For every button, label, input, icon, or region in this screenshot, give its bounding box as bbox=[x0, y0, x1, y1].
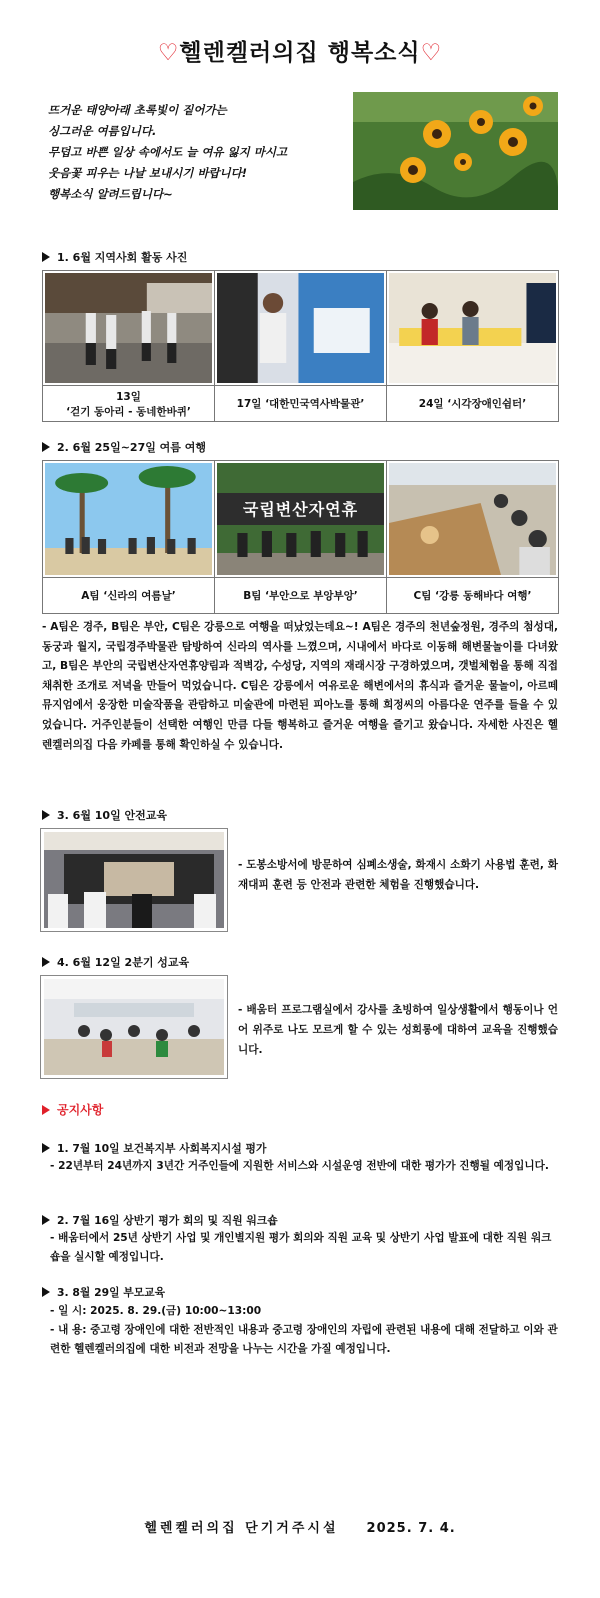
greeting-line: 무덥고 바쁜 일상 속에서도 늘 여유 잃지 마시고 bbox=[48, 145, 288, 159]
photo-cell bbox=[43, 461, 215, 578]
notice-item-body bbox=[50, 1302, 558, 1359]
notice-heading: 공지사항 bbox=[42, 1101, 103, 1118]
issue-date: 2025. 7. 4. bbox=[366, 1521, 456, 1536]
parent-education-content: - 내 용: 중고령 장애인에 대한 전반적인 내용과 중고령 장애인의 자립에 관련된 내용에 대해 전달하고 이와 관련한 헬렌켈러의집에 대한 비전과 전망을 나누는 시간을 가질 예정입니다. bbox=[50, 1324, 558, 1355]
trip-description: - A팀은 경주, B팀은 부안, C팀은 강릉으로 여행을 떠났었는데요~! A팀은 경주의 천년숲정원, 경주의 첨성대, 동궁과 월지, 국립경주박물관 탐방하여 신라의 역사를 느꼈으며, 시내에서 바다로 이동해 해변물놀이를 다녀왔고, B팀은 부안의 국립변산자연휴양림과 적벽강, 수성당, 지역의 재래시장 구경하였으며, 갯벌체험을 통해 직접 채취한 조개로 저녁을 만들어 먹었습니다. C팀은 강릉에서 여유로운 해변에서의 휴식과 즐거운 물놀이, 아르떼뮤지엄에서 웅장한 미술작품을 관람하고 미술관에 마련된 피아노를 통해 희정씨의 아름다운 연주를 들을 수 있었습니다. 거주인분들이 선택한 여행인 만큼 다들 행복하고 즐거운 여행을 즐기고 왔습니다. 자세한 사진은 헬렌켈러의집 다음 카페를 통해 확인하실 수 있습니다. bbox=[42, 621, 558, 751]
section-heading: 1. 6월 지역사회 활동 사진 bbox=[42, 249, 187, 265]
sex-education-text: - 배움터 프로그램실에서 강사를 초빙하여 일상생활에서 행동이나 언어 위주로 나도 모르게 할 수 있는 성희롱에 대하여 교육을 진행했습니다. bbox=[238, 1004, 558, 1056]
heart-icon: ♡ bbox=[157, 40, 180, 66]
triangle-bullet-icon bbox=[42, 1105, 50, 1115]
greeting-text bbox=[48, 100, 348, 205]
forest-sign-text: 국립변산자연휴 bbox=[242, 500, 359, 519]
triangle-bullet-icon bbox=[42, 1287, 50, 1297]
photo-cell bbox=[215, 461, 387, 578]
notice-item-body: - 배움터에서 25년 상반기 사업 및 개인별지원 평가 회의와 직원 교육 및 상반기 사업 발표에 대한 직원 워크숍을 실시할 예정입니다. bbox=[50, 1232, 552, 1263]
history-museum-photo bbox=[217, 273, 384, 383]
photo-cell bbox=[387, 461, 559, 578]
sunflower-photo bbox=[353, 92, 558, 210]
photo-caption: 13일 ‘걷기 동아리 - 동네한바퀴’ bbox=[43, 386, 215, 422]
section-heading: 4. 6월 12일 2분기 성교육 bbox=[42, 954, 189, 970]
team-c-photo bbox=[389, 463, 556, 575]
photo-caption: B팀 ‘부안으로 부앙부앙’ bbox=[215, 578, 387, 614]
summer-trip-photos bbox=[42, 460, 559, 614]
triangle-bullet-icon bbox=[42, 810, 50, 820]
notice-item-title: 3. 8월 29일 부모교육 bbox=[42, 1285, 165, 1300]
triangle-bullet-icon bbox=[42, 1215, 50, 1225]
team-a-photo bbox=[45, 463, 212, 575]
walking-club-photo bbox=[45, 273, 212, 383]
photo-caption: 17일 ‘대한민국역사박물관’ bbox=[215, 386, 387, 422]
newsletter-title bbox=[0, 34, 600, 67]
section-heading: 2. 6월 25일~27일 여름 여행 bbox=[42, 439, 206, 455]
community-activity-photos bbox=[42, 270, 559, 422]
footer bbox=[0, 1517, 600, 1536]
safety-education-text: - 도봉소방서에 방문하여 심폐소생술, 화재시 소화기 사용법 훈련, 화재대피 훈련 등 안전과 관련한 체험을 진행했습니다. bbox=[238, 859, 558, 891]
triangle-bullet-icon bbox=[42, 1143, 50, 1153]
photo-caption: 24일 ‘시각장애인쉼터’ bbox=[387, 386, 559, 422]
sex-education-photo bbox=[40, 975, 228, 1079]
notice-item-title: 1. 7월 10일 보건복지부 사회복지시설 평가 bbox=[42, 1141, 266, 1156]
title-text: 헬렌켈러의집 행복소식 bbox=[179, 40, 421, 66]
photo-cell bbox=[43, 271, 215, 386]
triangle-bullet-icon bbox=[42, 957, 50, 967]
organization-name: 헬렌켈러의집 단기거주시설 bbox=[144, 1521, 339, 1536]
triangle-bullet-icon bbox=[42, 252, 50, 262]
notice-item-body: - 22년부터 24년까지 3년간 거주인들에 지원한 서비스와 시설운영 전반에 대한 평가가 진행될 예정입니다. bbox=[50, 1160, 549, 1172]
photo-caption: A팀 ‘신라의 여름날’ bbox=[43, 578, 215, 614]
greeting-line: 싱그러운 여름입니다. bbox=[48, 124, 157, 138]
photo-cell bbox=[387, 271, 559, 386]
photo-caption: C팀 ‘강릉 동해바다 여행’ bbox=[387, 578, 559, 614]
section-heading: 3. 6월 10일 안전교육 bbox=[42, 807, 167, 823]
team-b-photo bbox=[217, 463, 384, 575]
heart-icon: ♡ bbox=[420, 40, 443, 66]
greeting-line: 웃음꽃 피우는 나날 보내시기 바랍니다! bbox=[48, 166, 248, 180]
safety-education-photo bbox=[40, 828, 228, 932]
greeting-line: 행복소식 알려드립니다~ bbox=[48, 187, 173, 201]
greeting-line: 뜨거운 태양아래 초록빛이 짙어가는 bbox=[48, 103, 227, 117]
photo-cell bbox=[215, 271, 387, 386]
shelter-photo bbox=[389, 273, 556, 383]
triangle-bullet-icon bbox=[42, 442, 50, 452]
notice-item-title: 2. 7월 16일 상반기 평가 회의 및 직원 워크숍 bbox=[42, 1213, 278, 1228]
parent-education-schedule: - 일 시: 2025. 8. 29.(금) 10:00~13:00 bbox=[50, 1305, 262, 1317]
